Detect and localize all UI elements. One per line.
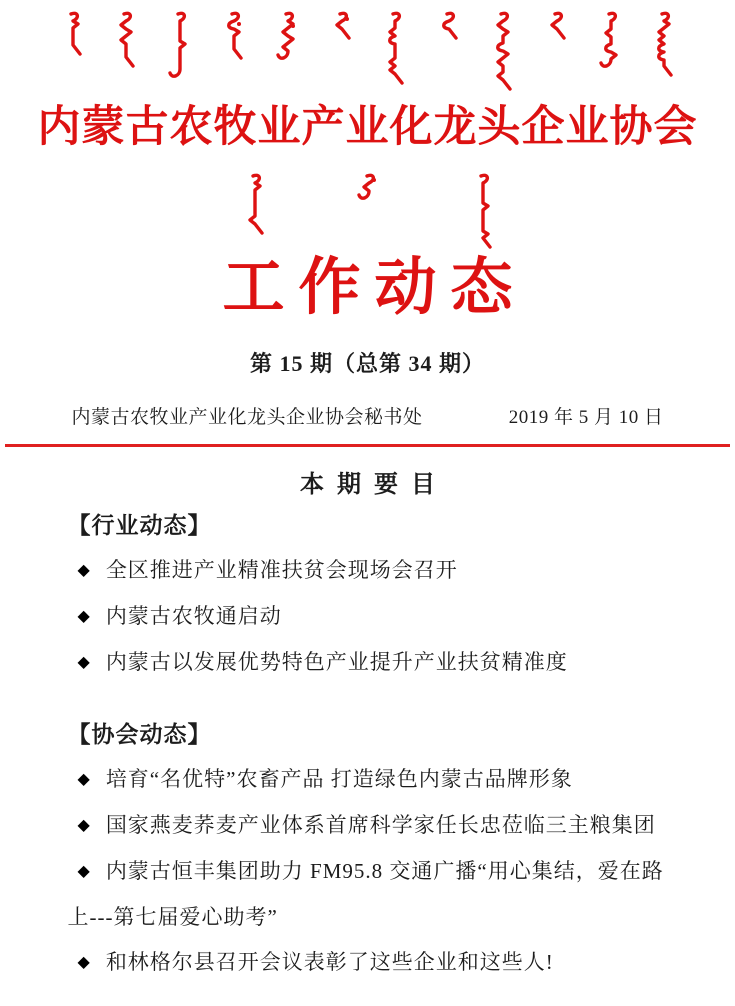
bulletin-cover-page: [0, 10, 735, 1006]
issue-date: 2019 年 5 月 10 日: [508, 406, 664, 428]
toc-item-text: 内蒙古以发展优势特色产业提升产业扶贫精准度: [105, 649, 568, 674]
toc-item-text: 和林格尔县召开会议表彰了这些企业和这些人!: [105, 949, 554, 974]
diamond-bullet-icon: ◆: [77, 814, 91, 834]
toc-section: [68, 503, 668, 686]
diamond-bullet-icon: ◆: [77, 768, 91, 788]
diamond-bullet-icon: ◆: [77, 559, 91, 579]
toc-sections: [68, 503, 668, 986]
toc-title: 本期要目: [300, 470, 448, 498]
toc-item: [68, 940, 668, 986]
association-title: 内蒙古农牧业产业化龙头企业协会: [37, 104, 698, 151]
mongolian-word-glyph: [222, 10, 244, 62]
mongolian-word-glyph: [599, 10, 621, 74]
mongolian-word-glyph: [330, 10, 352, 46]
toc-item-text: 内蒙古农牧通启动: [105, 603, 282, 628]
publisher-row: [72, 402, 664, 429]
toc-item-text: 内蒙古恒丰集团助力 FM95.8 交通广播“用心集结，爱在路上---第七届爱心助考”: [67, 858, 664, 929]
mongolian-subtitle-row: [243, 172, 493, 252]
mongolian-word-glyph: [168, 10, 190, 78]
diamond-bullet-icon: ◆: [77, 651, 91, 671]
toc-item: [68, 640, 668, 686]
bulletin-title: 工作动态: [222, 253, 527, 322]
toc-item-text: 国家燕麦荞麦产业体系首席科学家任长忠莅临三主粮集团: [105, 812, 656, 837]
mongolian-word-glyph: [357, 172, 379, 206]
toc-section-heading: 【行业动态】: [67, 511, 212, 538]
toc-section-heading: 【协会动态】: [67, 720, 212, 747]
toc-item: [68, 548, 668, 594]
mongolian-word-glyph: [491, 10, 513, 92]
diamond-bullet-icon: ◆: [77, 605, 91, 625]
mongolian-word-glyph: [383, 10, 405, 88]
diamond-bullet-icon: ◆: [77, 860, 91, 880]
diamond-bullet-icon: ◆: [77, 951, 91, 971]
mongolian-word-glyph: [545, 10, 567, 46]
mongolian-word-glyph: [61, 10, 83, 62]
toc-section: [68, 712, 668, 986]
mongolian-word-glyph: [243, 172, 265, 238]
toc-item: [68, 849, 668, 940]
red-divider-rule: [5, 444, 730, 447]
mongolian-word-glyph: [276, 10, 298, 68]
toc-item-text: 全区推进产业精准扶贫会现场会召开: [105, 557, 458, 582]
mongolian-masthead-row: [61, 10, 675, 98]
issue-number-line: 第 15 期（总第 34 期）: [249, 350, 485, 376]
mongolian-word-glyph: [437, 10, 459, 42]
toc-item: [68, 803, 668, 849]
toc-item: [68, 594, 668, 640]
toc-item: [68, 757, 668, 803]
mongolian-word-glyph: [114, 10, 136, 74]
toc-item-text: 培育“名优特”农畜产品 打造绿色内蒙古品牌形象: [105, 766, 573, 791]
mongolian-word-glyph: [471, 172, 493, 252]
publisher-name: 内蒙古农牧业产业化龙头企业协会秘书处: [71, 406, 423, 428]
mongolian-word-glyph: [652, 10, 674, 82]
